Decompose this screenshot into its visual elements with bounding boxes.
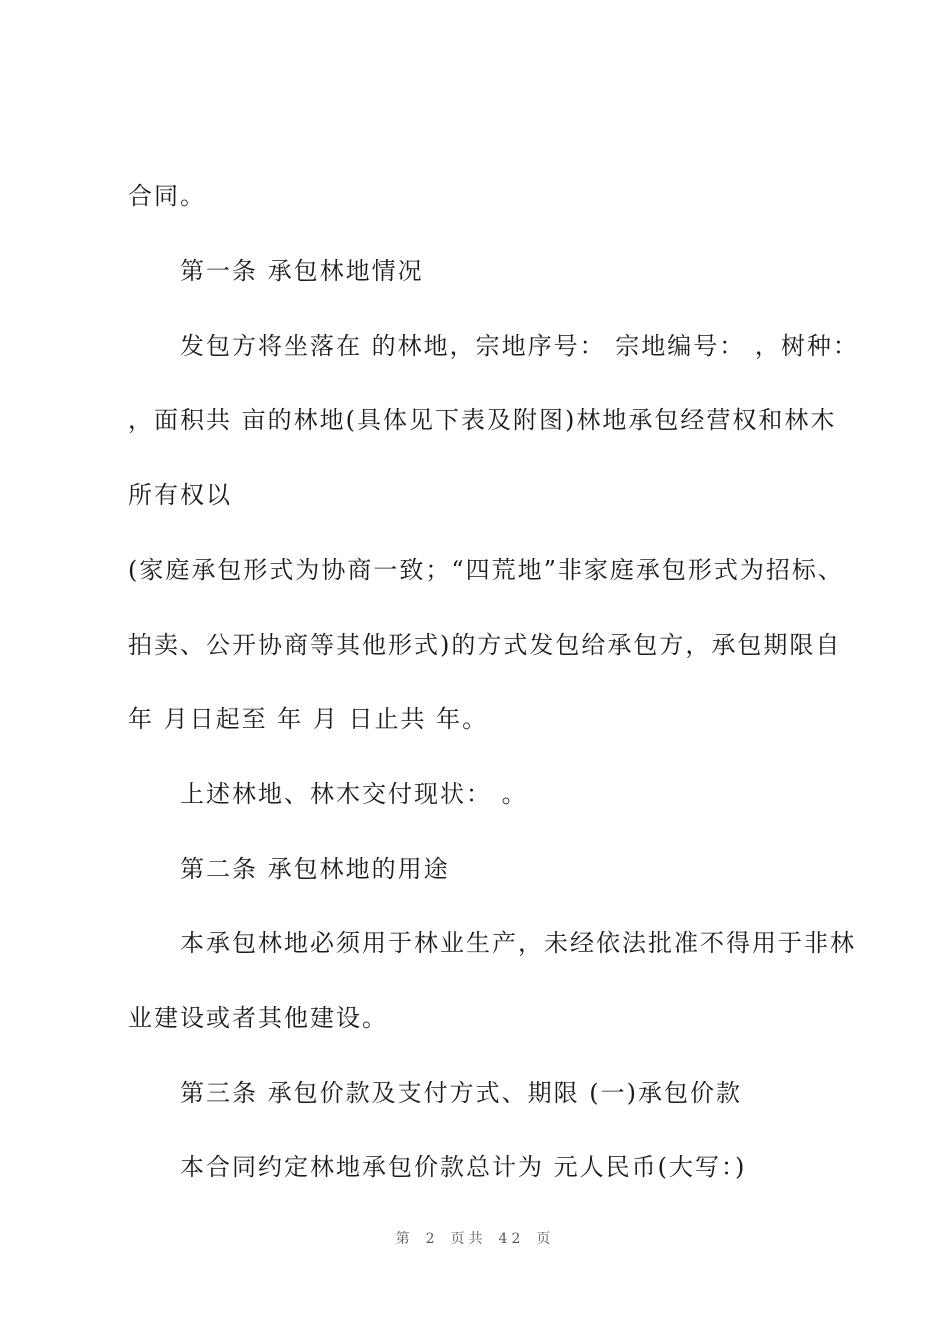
article-heading: 第二条 承包林地的用途 bbox=[180, 855, 450, 883]
text-line: 年 月日起至 年 月 日止共 年。 bbox=[128, 705, 489, 733]
footer-mid: 页共 bbox=[450, 1231, 487, 1247]
text-line: (家庭承包形式为协商一致；“四荒地”非家庭承包形式为招标、 bbox=[128, 556, 844, 584]
text-line: 拍卖、公开协商等其他形式)的方式发包给承包方，承包期限自 bbox=[128, 631, 842, 659]
page-footer bbox=[0, 1228, 950, 1248]
text-line: 所有权以 bbox=[128, 481, 232, 509]
footer-prefix: 第 bbox=[395, 1231, 414, 1247]
text-line: 上述林地、林木交付现状： 。 bbox=[180, 780, 528, 808]
text-line: 本承包林地必须用于林业生产，未经依法批准不得用于非林 bbox=[180, 929, 856, 957]
article-heading: 第三条 承包价款及支付方式、期限 (一)承包价款 bbox=[180, 1079, 742, 1107]
text-line: 本合同约定林地承包价款总计为 元人民币(大写：) bbox=[180, 1153, 747, 1181]
text-line: 合同。 bbox=[128, 182, 206, 210]
total-pages: 42 bbox=[498, 1231, 525, 1247]
text-line: ，面积共 亩的林地(具体见下表及附图)林地承包经营权和林木 bbox=[128, 406, 837, 434]
footer-suffix: 页 bbox=[536, 1231, 555, 1247]
article-heading: 第一条 承包林地情况 bbox=[180, 257, 424, 285]
text-line: 发包方将坐落在 的林地，宗地序号： 宗地编号： ，树种： bbox=[180, 332, 859, 360]
text-line: 业建设或者其他建设。 bbox=[128, 1004, 388, 1032]
page-number: 2 bbox=[425, 1231, 439, 1247]
